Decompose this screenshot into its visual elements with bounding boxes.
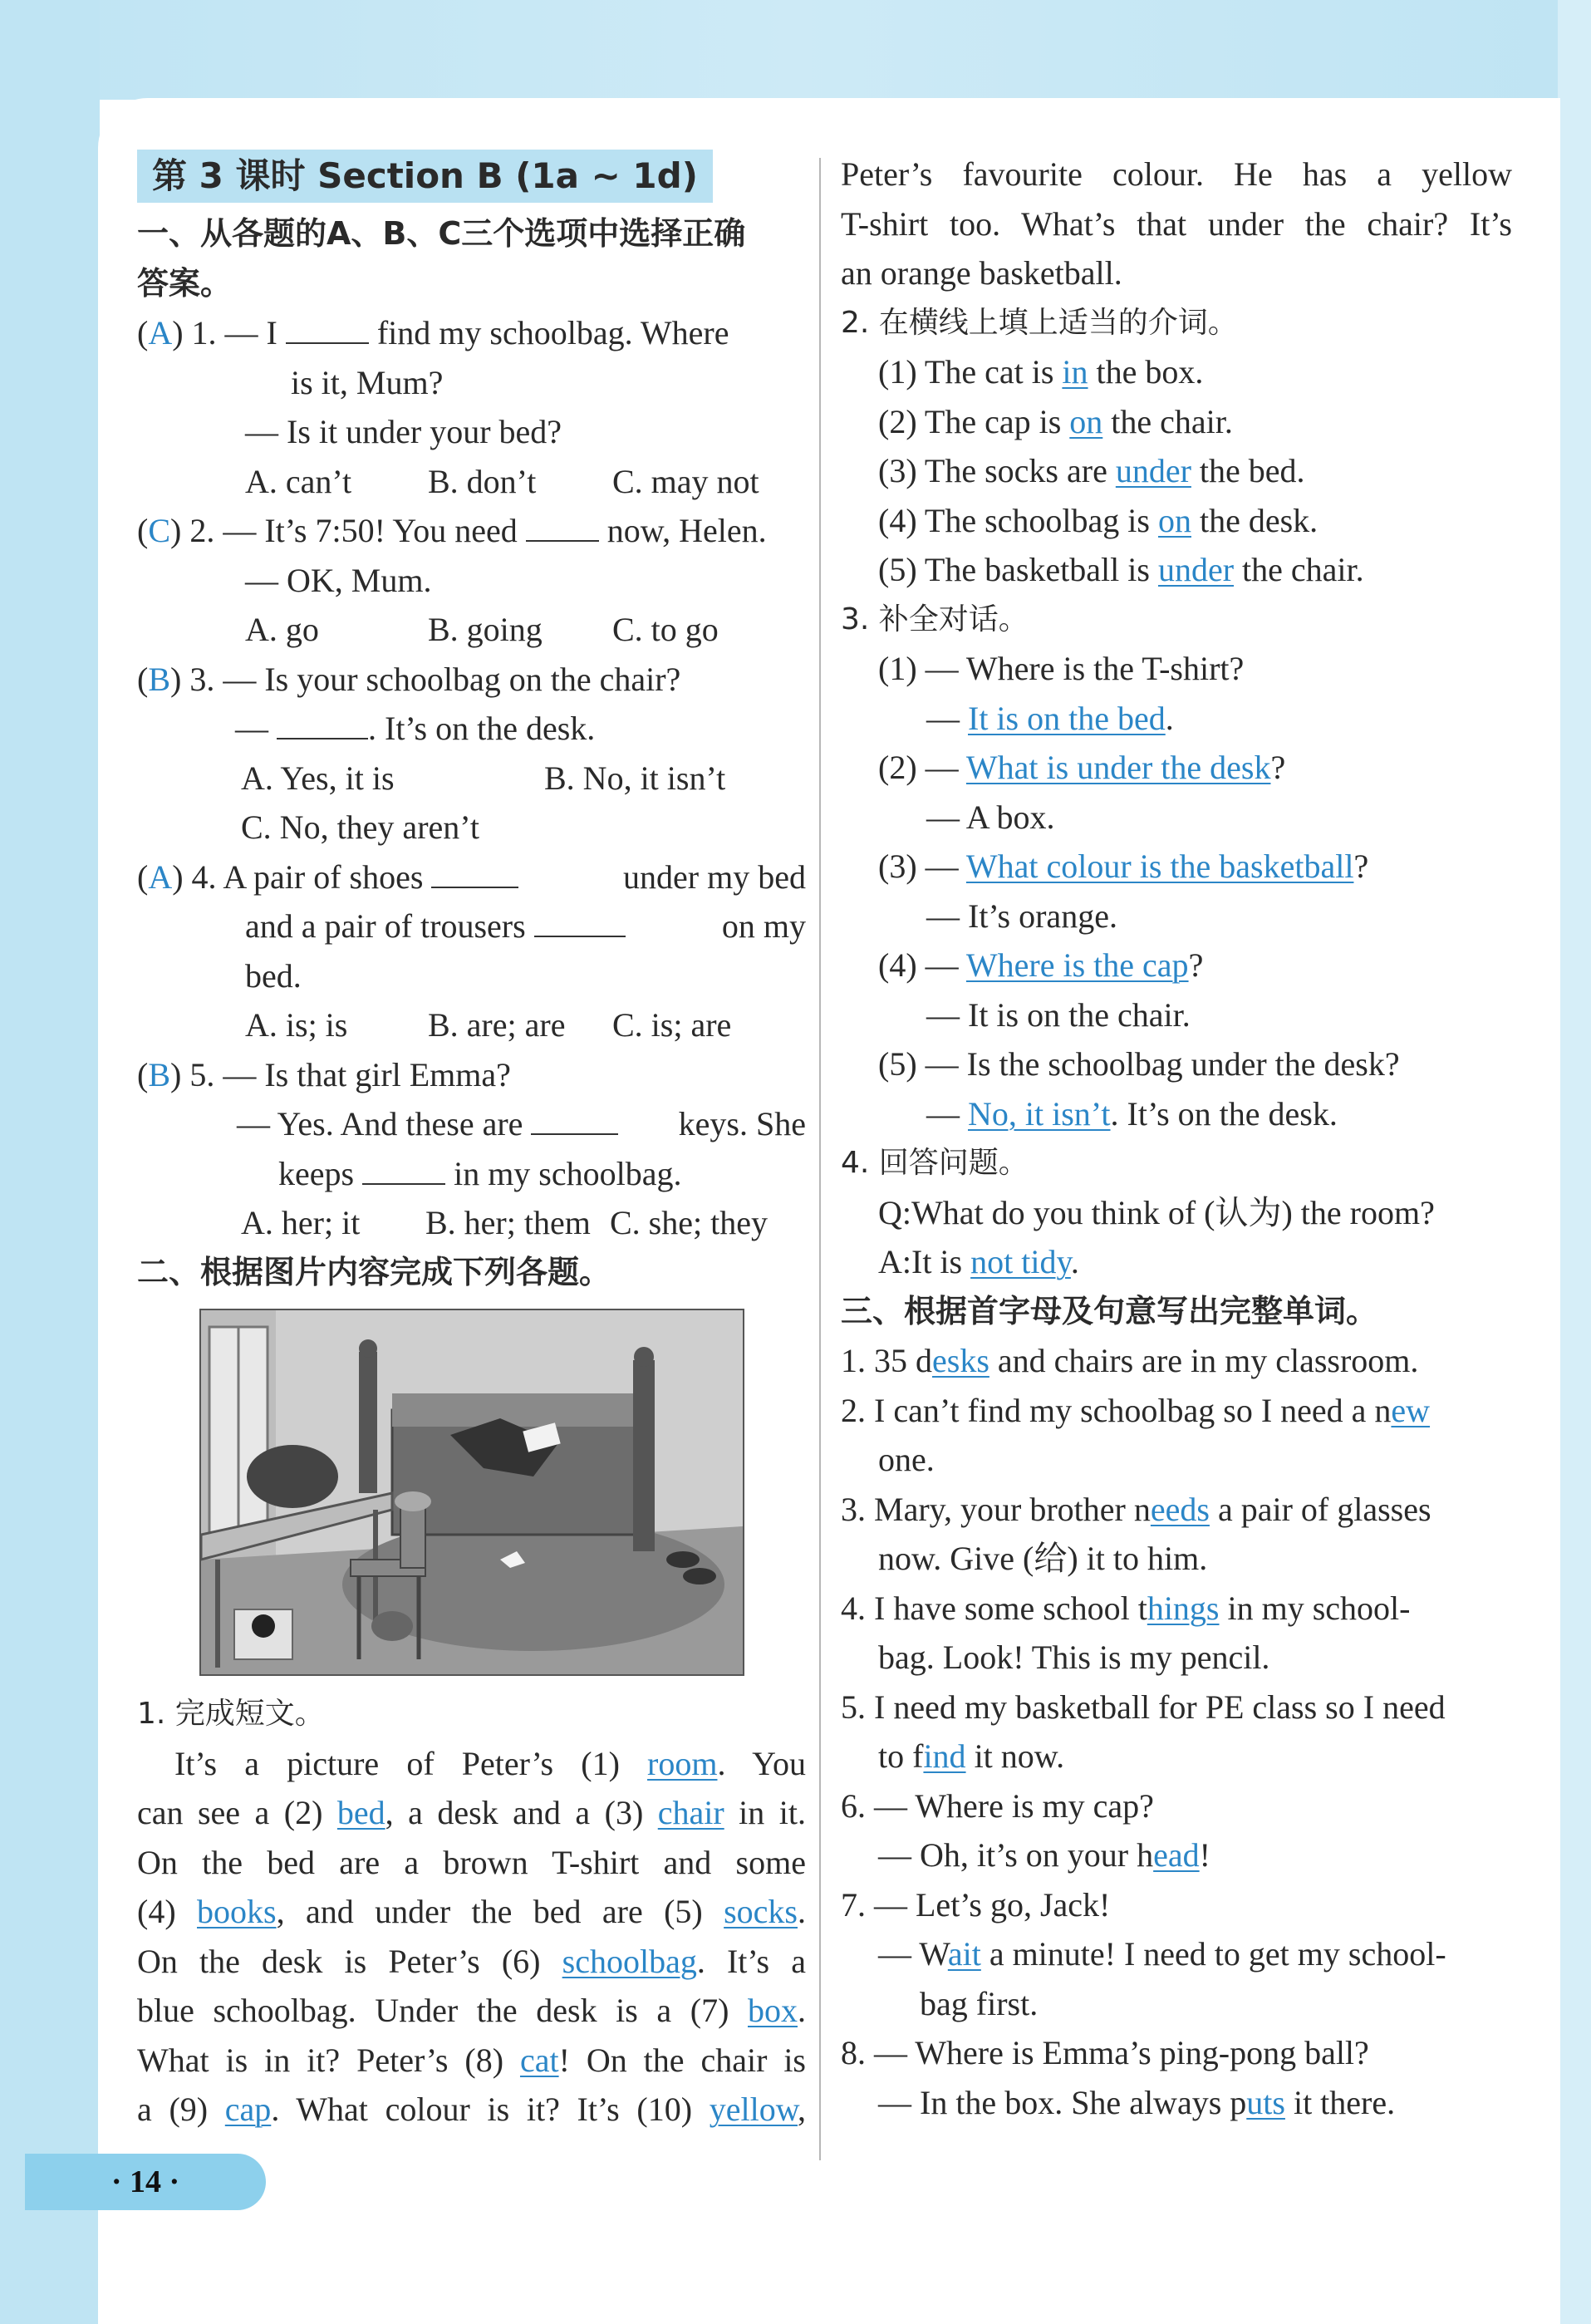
part1-heading-cont: 答案。 [137, 264, 233, 302]
left-color-band [0, 0, 100, 2324]
passage-cont-3: an orange basketball. [841, 254, 1122, 292]
q5-line3: keeps in my schoolbag. [278, 1154, 682, 1192]
left-column [137, 150, 806, 2135]
blank [531, 1105, 618, 1135]
question-a: A:It is not tidy. [878, 1243, 1079, 1280]
right-column [841, 150, 1512, 2127]
blank [362, 1155, 445, 1185]
part2-sub1: 1. 完成短文。 [137, 1697, 325, 1731]
dialog-2b: — A box. [926, 798, 1055, 836]
q3-options: A. Yes, it is B. No, it isn’t [241, 759, 726, 797]
word-item-3: 3. Mary, your brother needs a pair of glasses [841, 1490, 1431, 1528]
q1-answer: A [148, 314, 173, 351]
q1-options: A. can’t B. don’t C. may not [245, 462, 759, 500]
q5-line: (B) 5. — Is that girl Emma? [137, 1055, 511, 1093]
q1-line3: — Is it under your bed? [245, 413, 562, 450]
passage-line-3: On the bed are a brown T-shirt and some [137, 1843, 806, 1881]
q1-line: (A) 1. — I find my schoolbag. Where [137, 314, 729, 351]
prep-2: (2) The cap is on the chair. [878, 402, 1233, 440]
q1-line2: is it, Mum? [291, 363, 444, 401]
passage-cont-1: Peter’s favourite colour. He has a yellow [841, 155, 1512, 193]
part3-heading: 三、根据首字母及句意写出完整单词。 [841, 1292, 1378, 1329]
q3-answer: B [148, 660, 171, 698]
page-number: · 14 · [25, 2154, 266, 2210]
passage-line-4: (4) books, and under the bed are (5) socks. [137, 1893, 806, 1930]
q2-answer: C [148, 512, 171, 549]
part2-sub2: 2. 在横线上填上适当的介词。 [841, 305, 1238, 340]
part2-sub4: 4. 回答问题。 [841, 1146, 1029, 1180]
part2-heading: 二、根据图片内容完成下列各题。 [137, 1253, 611, 1290]
dialog-4a: (4) — Where is the cap? [878, 946, 1204, 984]
word-item-7: 7. — Let’s go, Jack! [841, 1885, 1111, 1924]
word-item-4b: bag. Look! This is my pencil. [878, 1639, 1270, 1676]
dialog-1a: (1) — Where is the T-shirt? [878, 650, 1245, 687]
bedroom-illustration [199, 1309, 744, 1676]
blank [431, 858, 518, 888]
q3-line2: — . It’s on the desk. [235, 710, 596, 747]
question-q: Q:What do you think of (认为) the room? [878, 1193, 1435, 1231]
blank [286, 314, 369, 344]
dialog-5b: — No, it isn’t. It’s on the desk. [926, 1094, 1338, 1133]
word-item-8b: — In the box. She always puts it there. [878, 2083, 1396, 2121]
prep-4: (4) The schoolbag is on the desk. [878, 501, 1318, 539]
word-item-2: 2. I can’t find my schoolbag so I need a new [841, 1391, 1431, 1429]
passage-line-5: On the desk is Peter’s (6) schoolbag. It’s a [137, 1942, 806, 1980]
word-item-5: 5. I need my basketball for PE class so I need [841, 1688, 1446, 1726]
q5-line2: — Yes. And these are keys. She [237, 1105, 806, 1142]
column-divider [819, 158, 821, 2160]
dialog-2a: (2) — What is under the desk? [878, 749, 1286, 786]
word-item-4: 4. I have some school things in my school- [841, 1589, 1411, 1627]
blank [277, 710, 368, 739]
lesson-title: 第 3 课时 Section B (1a ~ 1d) [137, 150, 713, 203]
blank [534, 907, 626, 937]
word-item-8: 8. — Where is Emma’s ping-pong ball? [841, 2034, 1369, 2071]
word-item-6: 6. — Where is my cap? [841, 1786, 1154, 1825]
q4-options: A. is; is B. are; are C. is; are [245, 1006, 732, 1044]
passage-line-1: It’s a picture of Peter’s (1) room. You [174, 1744, 806, 1782]
dialog-3b: — It’s orange. [926, 897, 1117, 935]
q4-line3: bed. [245, 956, 302, 995]
word-item-6b: — Oh, it’s on your head! [878, 1836, 1210, 1874]
q4-answer: A [148, 857, 173, 896]
prep-3: (3) The socks are under the bed. [878, 452, 1305, 489]
top-color-band [0, 0, 1591, 100]
dialog-3a: (3) — What colour is the basketball? [878, 848, 1369, 885]
q3-line: (B) 3. — Is your schoolbag on the chair? [137, 660, 681, 698]
q2-options: A. go B. going C. to go [245, 611, 719, 648]
word-item-7c: bag first. [920, 1984, 1039, 2022]
q2-line2: — OK, Mum. [245, 561, 432, 599]
q4-line2: and a pair of trousers on my [245, 907, 806, 945]
passage-line-6: blue schoolbag. Under the desk is a (7) box. [137, 1992, 806, 2029]
blank [526, 512, 599, 542]
dialog-1b: — It is on the bed. [926, 699, 1174, 737]
bedroom-drawing [201, 1310, 743, 1674]
prep-5: (5) The basketball is under the chair. [878, 551, 1364, 588]
dialog-4b: — It is on the chair. [926, 995, 1191, 1034]
passage-line-8: a (9) cap. What colour is it? It’s (10) yellow, [137, 2091, 806, 2128]
word-item-7b: — Wait a minute! I need to get my school- [878, 1935, 1446, 1973]
word-item-1: 1. 35 desks and chairs are in my classroom. [841, 1342, 1419, 1379]
dialog-5a: (5) — Is the schoolbag under the desk? [878, 1045, 1400, 1083]
word-item-3b: now. Give (给) it to him. [878, 1540, 1208, 1577]
q5-options: A. her; it B. her; them C. she; they [241, 1204, 768, 1241]
passage-cont-2: T-shirt too. What’s that under the chair? It’s [841, 204, 1512, 243]
q3-option-c: C. No, they aren’t [241, 808, 479, 846]
q2-line: (C) 2. — It’s 7:50! You need now, Helen. [137, 512, 767, 549]
right-color-band [1558, 0, 1591, 2324]
word-item-2b: one. [878, 1441, 935, 1478]
q4-line: (A) 4. A pair of shoes under my bed [137, 857, 806, 896]
passage-line-2: can see a (2) bed, a desk and a (3) chair in it. [137, 1794, 806, 1831]
q5-answer: B [148, 1055, 171, 1093]
prep-1: (1) The cat is in the box. [878, 353, 1204, 391]
part1-heading: 一、从各题的A、B、C三个选项中选择正确 [137, 215, 746, 252]
passage-line-7: What is in it? Peter’s (8) cat! On the chair is [137, 2041, 807, 2079]
part2-sub3: 3. 补全对话。 [841, 602, 1029, 636]
word-item-5b: to find it now. [878, 1737, 1065, 1775]
